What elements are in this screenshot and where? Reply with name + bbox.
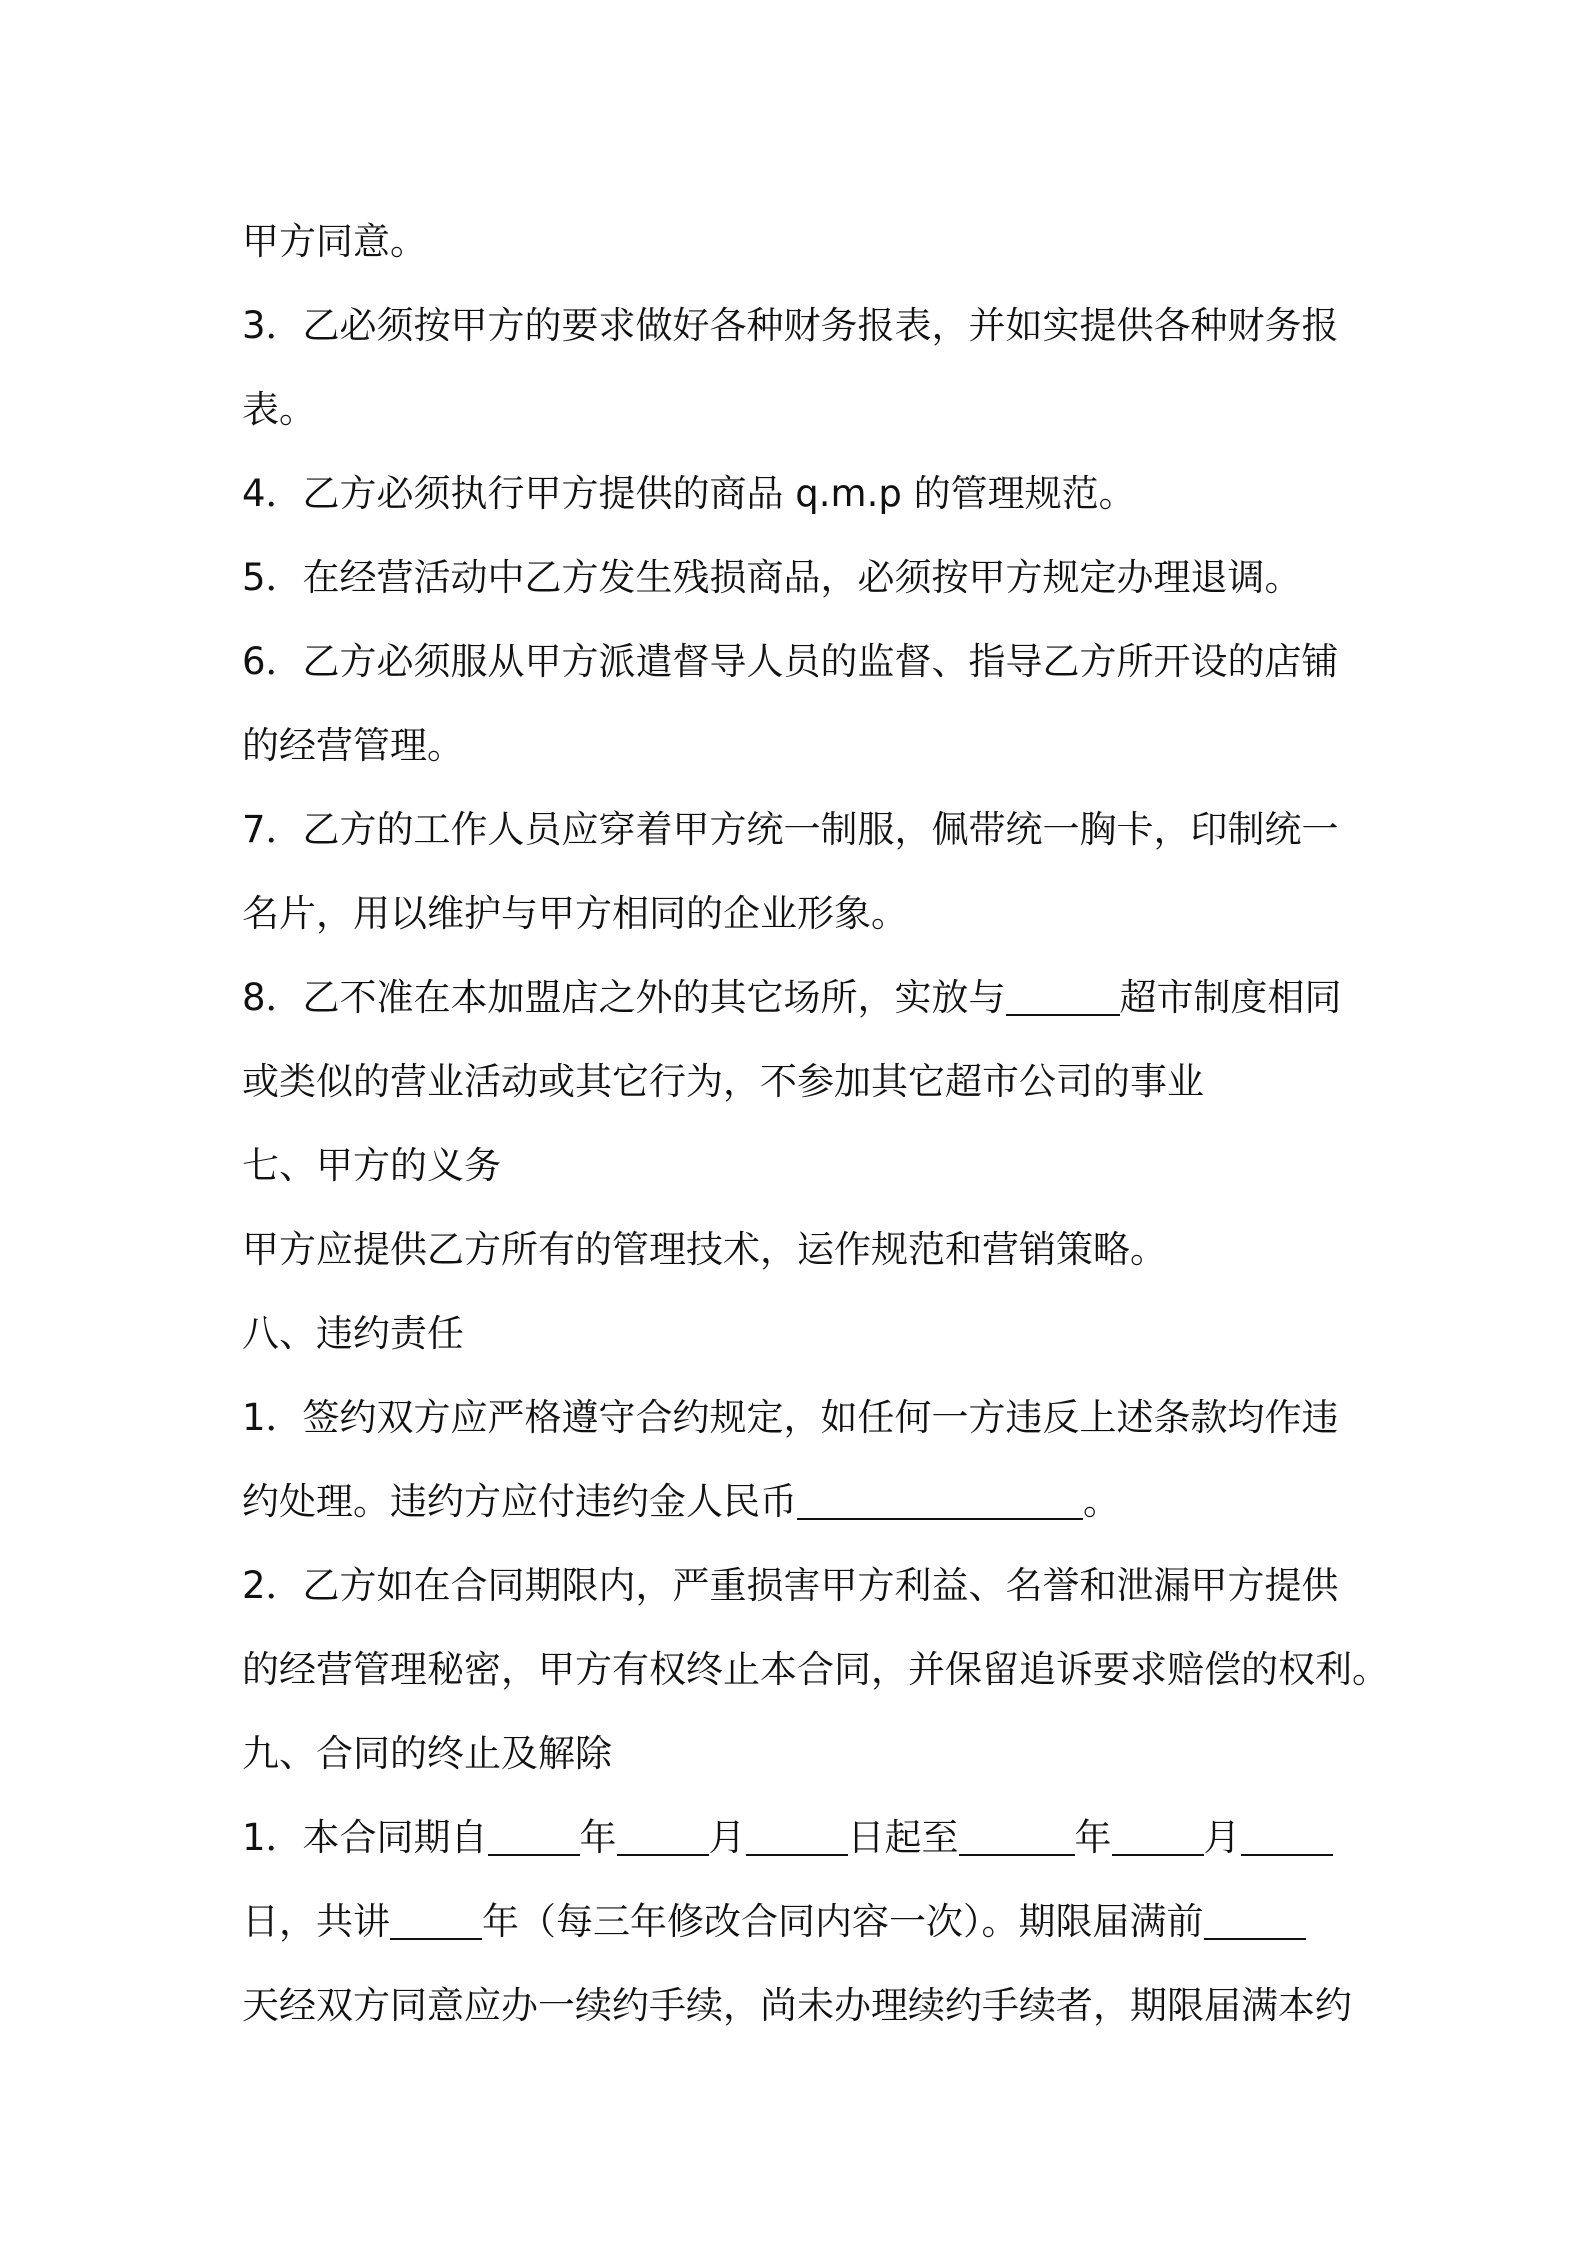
start-month-blank[interactable] (617, 1817, 709, 1856)
line-text: 的经营管理。 (242, 724, 464, 767)
line-text: 约处理。违约方应付违约金人民币 (242, 1480, 797, 1523)
line-text: 年（每三年修改合同内容一次）。期限届满前 (482, 1900, 1204, 1943)
notice-days-blank[interactable] (1204, 1901, 1306, 1940)
clause-6-3-text: 3．乙必须按甲方的要求做好各种财务报表，并如实提供各种财务报 (242, 304, 1339, 347)
line-text: 年 (1074, 1816, 1112, 1859)
section-heading-9: 九、合同的终止及解除 (242, 1732, 612, 1775)
line-text: 。 (1083, 1480, 1120, 1523)
line-text: 日，共讲 (242, 1900, 390, 1943)
start-day-blank[interactable] (746, 1817, 848, 1856)
clause-9-1-text: 1．本合同期自 (242, 1816, 488, 1859)
term-years-blank[interactable] (390, 1901, 482, 1940)
line-text: 年 (579, 1816, 617, 1859)
clause-6-4-text: 4．乙方必须执行甲方提供的商品 q.m.p 的管理规范。 (242, 472, 1136, 515)
clause-6-7-text: 7．乙方的工作人员应穿着甲方统一制服，佩带统一胸卡，印制统一 (242, 808, 1339, 851)
line-text: 名片，用以维护与甲方相同的企业形象。 (242, 892, 908, 935)
section-heading-7: 七、甲方的义务 (242, 1144, 501, 1187)
text-line-4 (242, 452, 1362, 536)
text-line-21 (242, 1880, 1362, 1964)
clause-6-6-text: 6．乙方必须服从甲方派遣督导人员的监督、指导乙方所开设的店铺 (242, 640, 1339, 683)
end-year-blank[interactable] (959, 1817, 1075, 1856)
text-line-7 (242, 704, 1362, 788)
text-line-22 (242, 1964, 1362, 2048)
text-line-15 (242, 1376, 1362, 1460)
text-line-12 (242, 1124, 1362, 1208)
clause-8-1-text: 1．签约双方应严格遵守合约规定，如任何一方违反上述条款均作违 (242, 1396, 1339, 1439)
end-month-blank[interactable] (1112, 1817, 1204, 1856)
text-line-5 (242, 536, 1362, 620)
text-line-19 (242, 1712, 1362, 1796)
text-line-18 (242, 1628, 1389, 1712)
text-line-13 (242, 1208, 1362, 1292)
line-text: 甲方同意。 (242, 220, 427, 263)
line-text: 或类似的营业活动或其它行为，不参加其它超市公司的事业 (242, 1060, 1204, 1103)
text-line-2 (242, 284, 1362, 368)
line-text: 的经营管理秘密，甲方有权终止本合同，并保留追诉要求赔偿的权利。 (242, 1648, 1389, 1691)
line-text: 月 (1203, 1816, 1241, 1859)
text-line-1 (242, 200, 1362, 284)
text-line-3 (242, 368, 1362, 452)
text-line-10 (242, 956, 1362, 1040)
text-line-14 (242, 1292, 1362, 1376)
clause-6-8-text: 8．乙不准在本加盟店之外的其它场所，实放与 (242, 976, 1006, 1019)
clause-6-5-text: 5．在经营活动中乙方发生残损商品，必须按甲方规定办理退调。 (242, 556, 1302, 599)
text-line-16 (242, 1460, 1362, 1544)
text-line-6 (242, 620, 1362, 704)
supermarket-name-blank[interactable] (1006, 977, 1120, 1016)
text-line-8 (242, 788, 1362, 872)
line-text: 天经双方同意应办一续约手续，尚未办理续约手续者，期限届满本约 (242, 1984, 1352, 2027)
end-day-blank[interactable] (1241, 1817, 1333, 1856)
start-year-blank[interactable] (488, 1817, 580, 1856)
contract-text (242, 200, 1389, 2048)
penalty-amount-blank[interactable] (797, 1481, 1083, 1520)
line-text: 表。 (242, 388, 316, 431)
text-line-20 (242, 1796, 1362, 1880)
text-line-11 (242, 1040, 1362, 1124)
line-text: 超市制度相同 (1119, 976, 1342, 1019)
text-line-9 (242, 872, 1362, 956)
clause-8-2-text: 2．乙方如在合同期限内，严重损害甲方利益、名誉和泄漏甲方提供 (242, 1564, 1339, 1607)
line-text: 月 (708, 1816, 746, 1859)
text-line-17 (242, 1544, 1362, 1628)
section-heading-8: 八、违约责任 (242, 1312, 464, 1355)
section-7-text: 甲方应提供乙方所有的管理技术，运作规范和营销策略。 (242, 1228, 1167, 1271)
line-text: 日起至 (847, 1816, 959, 1859)
